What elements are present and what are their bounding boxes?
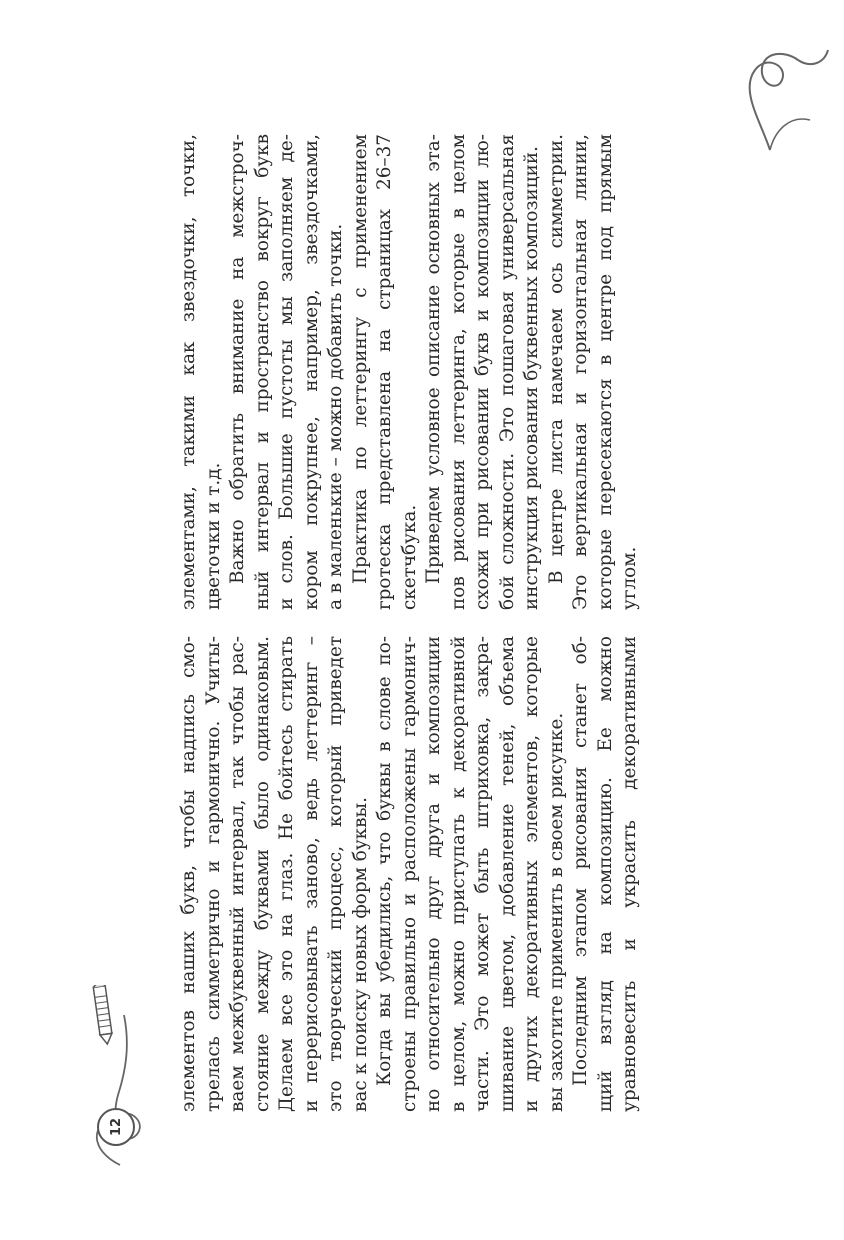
text-line: в целом, можно приступать к декоративной — [447, 636, 469, 1112]
text-line: а в маленькие – можно добавить точки. — [325, 223, 346, 610]
paragraph — [422, 134, 545, 610]
text-column-left — [177, 636, 643, 1112]
text-line: вы захотите применить в своем рисунке. — [545, 712, 567, 1112]
paragraph — [569, 636, 643, 1112]
text-line: Когда вы убедились, что буквы в слове по- — [374, 636, 395, 1086]
text-line: Приведем условное описание основных эта- — [423, 134, 444, 584]
paragraph — [545, 134, 643, 610]
text-line: уравновесить и украсить декоративными — [619, 636, 640, 1112]
text-line: инструкция рисования буквенных композиций. — [521, 146, 542, 610]
swirl-ornament-icon — [700, 20, 840, 160]
text-line: и перерисовывать заново, ведь леттеринг – — [300, 636, 322, 1112]
paragraph — [226, 134, 349, 610]
text-line: Делаем все это на глаз. Не бойтесь стирать — [276, 636, 297, 1112]
text-line: вас к поиску новых форм буквы. — [349, 796, 371, 1112]
text-line: шивание цветом, добавление теней, объема — [496, 636, 518, 1112]
text-column-right — [177, 134, 643, 610]
text-line: бой сложности. Это пошаговая универсальная — [496, 134, 518, 610]
text-line: которые пересекаются в центре под прямым — [594, 134, 616, 610]
text-line: это творческий процесс, который приведет — [325, 636, 346, 1112]
text-line: элементов наших букв, чтобы надпись смо- — [178, 636, 199, 1112]
paragraph — [349, 134, 423, 610]
text-line: ный интервал и пространство вокруг букв — [251, 134, 273, 610]
text-line: но относительно друг друга и композиции — [423, 636, 444, 1112]
text-line: скетчбука. — [398, 504, 420, 610]
pencil-icon — [60, 985, 180, 1185]
paragraph — [177, 636, 373, 1112]
text-line: углом. — [619, 546, 640, 610]
text-line: схожи при рисовании букв и композиции лю- — [472, 134, 493, 610]
paragraph — [177, 134, 226, 610]
text-line: части. Это может быть штриховка, закра- — [472, 636, 493, 1112]
text-line: Последним этапом рисования станет об- — [570, 636, 591, 1086]
text-line: ваем межбуквенный интервал, так чтобы рас- — [227, 636, 248, 1112]
page-number-badge — [97, 1108, 135, 1146]
text-line: В центре листа намечаем ось симметрии. — [545, 134, 567, 584]
text-line: строены правильно и расположены гармонич- — [398, 636, 420, 1112]
text-line: гротеска представлена на страницах 26–37 — [374, 134, 395, 610]
text-line: и других декоративных элементов, которые — [521, 636, 542, 1112]
paragraph — [373, 636, 569, 1112]
text-line: элементами, такими как звездочки, точки, — [178, 134, 199, 610]
page-number: 12 — [108, 1117, 124, 1137]
text-line: цветочки и т.д. — [202, 462, 224, 610]
text-line: Практика по леттерингу с применением — [349, 134, 371, 584]
text-line: трелась симметрично и гармонично. Учиты- — [202, 636, 224, 1112]
text-line: стояние между буквами было одинаковым. — [251, 636, 273, 1112]
text-line: кором покрупнее, например, звездочками, — [300, 134, 322, 610]
text-line: Это вертикальная и горизонтальная линии, — [570, 134, 591, 610]
text-line: и слов. Большие пустоты мы заполняем де- — [276, 134, 297, 610]
text-line: Важно обратить внимание на межстроч- — [227, 134, 248, 584]
text-line: пов рисования леттеринга, которые в целом — [447, 134, 469, 610]
text-line: щий взгляд на композицию. Ее можно — [594, 636, 616, 1112]
